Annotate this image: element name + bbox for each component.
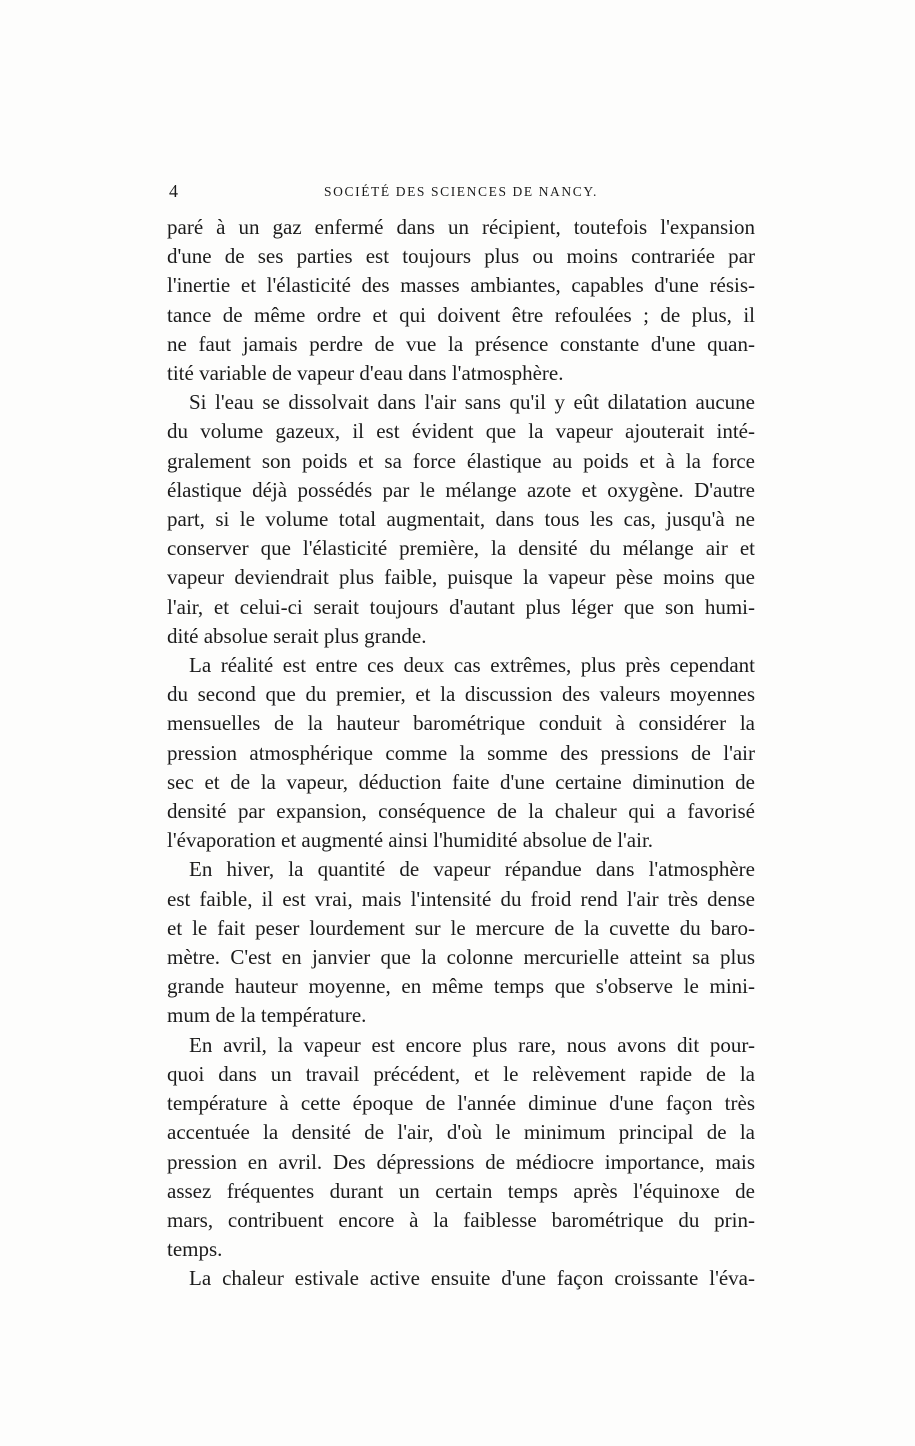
text-line: part, si le volume total augmentait, dans tous les cas, jusqu'à ne bbox=[167, 507, 755, 532]
text-line: En hiver, la quantité de vapeur répandue dans l'atmosphère bbox=[189, 857, 755, 882]
paragraph-4 bbox=[167, 855, 755, 1030]
text-line: temps. bbox=[167, 1237, 223, 1262]
text-line: vapeur deviendrait plus faible, puisque la vapeur pèse moins que bbox=[167, 565, 755, 590]
text-line: mum de la température. bbox=[167, 1003, 367, 1028]
text-line: La réalité est entre ces deux cas extrêmes, plus près cependant bbox=[189, 653, 755, 678]
text-line: gralement son poids et sa force élastique au poids et à la force bbox=[167, 448, 755, 473]
text-line: mètre. C'est en janvier que la colonne mercurielle atteint sa plus bbox=[167, 945, 755, 970]
text-line: pression atmosphérique comme la somme des pressions de l'air bbox=[167, 740, 755, 765]
paragraph-3 bbox=[167, 651, 755, 855]
text-line: élastique déjà possédés par le mélange azote et oxygène. D'autre bbox=[167, 477, 755, 502]
text-line: accentuée la densité de l'air, d'où le minimum principal de la bbox=[167, 1120, 755, 1145]
text-line: grande hauteur moyenne, en même temps que s'observe le mini- bbox=[167, 974, 755, 999]
text-line: l'air, et celui-ci serait toujours d'autant plus léger que son humi- bbox=[167, 594, 755, 619]
page-header bbox=[167, 181, 755, 203]
text-line: pression en avril. Des dépressions de médiocre importance, mais bbox=[167, 1149, 755, 1174]
text-line: d'une de ses parties est toujours plus ou moins contrariée par bbox=[167, 244, 755, 269]
text-line: mars, contribuent encore à la faiblesse barométrique du prin- bbox=[167, 1207, 755, 1232]
text-line: Si l'eau se dissolvait dans l'air sans qu'il y eût dilatation aucune bbox=[189, 390, 755, 415]
text-line: assez fréquentes durant un certain temps après l'équinoxe de bbox=[167, 1178, 755, 1203]
text-line: conserver que l'élasticité première, la densité du mélange air et bbox=[167, 536, 755, 561]
paragraph-1 bbox=[167, 213, 755, 388]
text-line: l'inertie et l'élasticité des masses ambiantes, capables d'une résis- bbox=[167, 273, 755, 298]
text-line: tité variable de vapeur d'eau dans l'atmosphère. bbox=[167, 361, 564, 386]
text-line: mensuelles de la hauteur barométrique conduit à considérer la bbox=[167, 711, 755, 736]
text-line: tance de même ordre et qui doivent être refoulées ; de plus, il bbox=[167, 302, 755, 327]
text-line: est faible, il est vrai, mais l'intensité du froid rend l'air très dense bbox=[167, 886, 755, 911]
text-line: température à cette époque de l'année diminue d'une façon très bbox=[167, 1091, 755, 1116]
text-line: du volume gazeux, il est évident que la vapeur ajouterait inté- bbox=[167, 419, 755, 444]
text-line: paré à un gaz enfermé dans un récipient, toutefois l'expansion bbox=[167, 215, 755, 239]
text-line: En avril, la vapeur est encore plus rare, nous avons dit pour- bbox=[189, 1032, 755, 1057]
text-line: densité par expansion, conséquence de la chaleur qui a favorisé bbox=[167, 799, 755, 824]
text-line: dité absolue serait plus grande. bbox=[167, 623, 427, 648]
text-line: du second que du premier, et la discussion des valeurs moyennes bbox=[167, 682, 755, 707]
running-title: SOCIÉTÉ DES SCIENCES DE NANCY. bbox=[324, 184, 598, 199]
text-line: ne faut jamais perdre de vue la présence constante d'une quan- bbox=[167, 331, 755, 356]
paragraph-5 bbox=[167, 1031, 755, 1265]
text-line: l'évaporation et augmenté ainsi l'humidité absolue de l'air. bbox=[167, 828, 654, 853]
text-line: et le fait peser lourdement sur le mercure de la cuvette du baro- bbox=[167, 915, 755, 940]
text-line: La chaleur estivale active ensuite d'une façon croissante l'éva- bbox=[189, 1266, 755, 1291]
paragraph-6 bbox=[167, 1264, 755, 1293]
page-number: 4 bbox=[169, 181, 178, 201]
text-line: quoi dans un travail précédent, et le relèvement rapide de la bbox=[167, 1061, 755, 1086]
paragraph-2 bbox=[167, 388, 755, 651]
body-text bbox=[167, 213, 755, 1294]
text-line: sec et de la vapeur, déduction faite d'une certaine diminution de bbox=[167, 769, 755, 794]
